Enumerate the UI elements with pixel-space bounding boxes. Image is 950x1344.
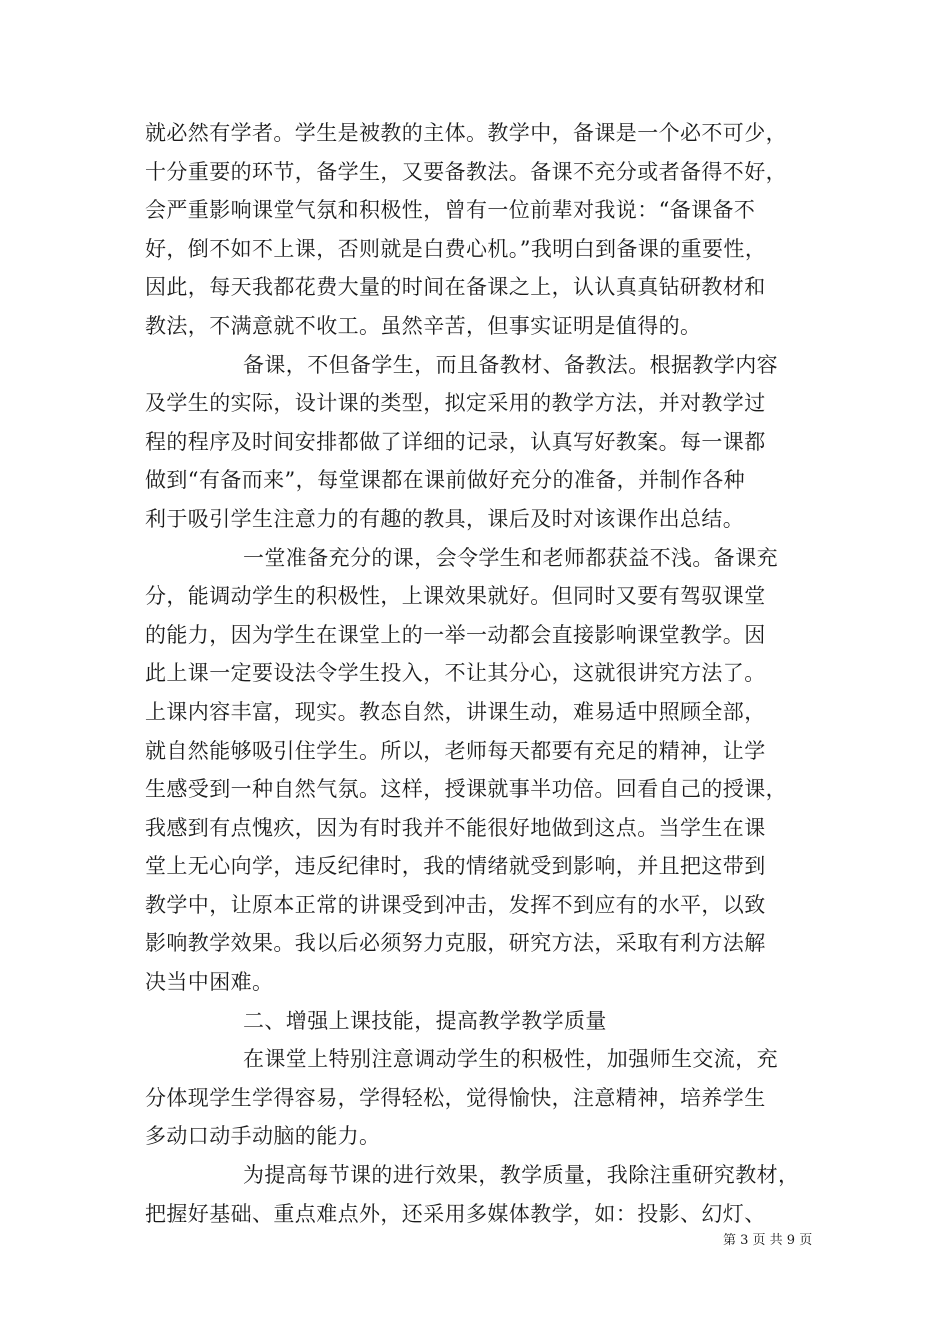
text-line: 把握好基础、重点难点外，还采用多媒体教学，如：投影、幻灯、 xyxy=(145,1201,766,1226)
text-line: 堂上无心向学，违反纪律时，我的情绪就受到影响，并且把这带到 xyxy=(145,854,766,879)
text-line: 的能力，因为学生在课堂上的一举一动都会直接影响课堂教学。因 xyxy=(145,622,766,647)
text-line: 就自然能够吸引住学生。所以，老师每天都要有充足的精神，让学 xyxy=(145,738,766,763)
text-line: 教学中，让原本正常的讲课受到冲击，发挥不到应有的水平，以致 xyxy=(145,892,766,917)
text-line: 做到“有备而来”，每堂课都在课前做好充分的准备，并制作各种 xyxy=(145,468,746,493)
page-number-footer: 第 3 页 共 9 页 xyxy=(723,1233,813,1248)
paragraph-start-line: 在课堂上特别注意调动学生的积极性，加强师生交流，充 xyxy=(243,1047,778,1072)
text-line: 十分重要的环节，备学生，又要备教法。备课不充分或者备得不好， xyxy=(145,159,787,184)
text-line: 决当中困难。 xyxy=(145,970,274,995)
section-heading: 二、增强上课技能，提高教学教学质量 xyxy=(243,1008,607,1033)
paragraph-start-line: 一堂准备充分的课，会令学生和老师都获益不浅。备课充 xyxy=(243,545,778,570)
text-line: 生感受到一种自然气氛。这样，授课就事半功倍。回看自己的授课， xyxy=(145,777,787,802)
text-line: 多动口动手动脑的能力。 xyxy=(145,1124,381,1149)
text-line: 程的程序及时间安排都做了详细的记录，认真写好教案。每一课都 xyxy=(145,429,766,454)
paragraph-start-line: 为提高每节课的进行效果，教学质量，我除注重研究教材， xyxy=(243,1163,800,1188)
text-line: 及学生的实际，设计课的类型，拟定采用的教学方法，并对教学过 xyxy=(145,391,766,416)
text-line: 分体现学生学得容易，学得轻松，觉得愉快，注意精神，培养学生 xyxy=(145,1085,766,1110)
text-line: 就必然有学者。学生是被教的主体。教学中，备课是一个必不可少， xyxy=(145,121,787,145)
paragraph-start-line: 备课，不但备学生，而且备教材、备教法。根据教学内容 xyxy=(243,352,778,377)
text-line: 好，倒不如不上课，否则就是白费心机。”我明白到备课的重要性， xyxy=(145,236,767,261)
text-line: 此上课一定要设法令学生投入，不让其分心，这就很讲究方法了。 xyxy=(145,661,766,686)
text-line: 因此，每天我都花费大量的时间在备课之上，认认真真钻研教材和 xyxy=(145,275,766,300)
text-line: 教法，不满意就不收工。虽然辛苦，但事实证明是值得的。 xyxy=(145,313,702,338)
text-line: 利于吸引学生注意力的有趣的教具，课后及时对该课作出总结。 xyxy=(145,506,745,531)
text-line: 我感到有点愧疚，因为有时我并不能很好地做到这点。当学生在课 xyxy=(145,815,766,840)
document-body xyxy=(145,114,810,1233)
text-line: 上课内容丰富，现实。教态自然，讲课生动，难易适中照顾全部， xyxy=(145,699,766,724)
text-line: 影响教学效果。我以后必须努力克服，研究方法，采取有利方法解 xyxy=(145,931,766,956)
text-line: 会严重影响课堂气氛和积极性，曾有一位前辈对我说：“备课备不 xyxy=(145,198,756,223)
text-line: 分，能调动学生的积极性，上课效果就好。但同时又要有驾驭课堂 xyxy=(145,584,766,609)
